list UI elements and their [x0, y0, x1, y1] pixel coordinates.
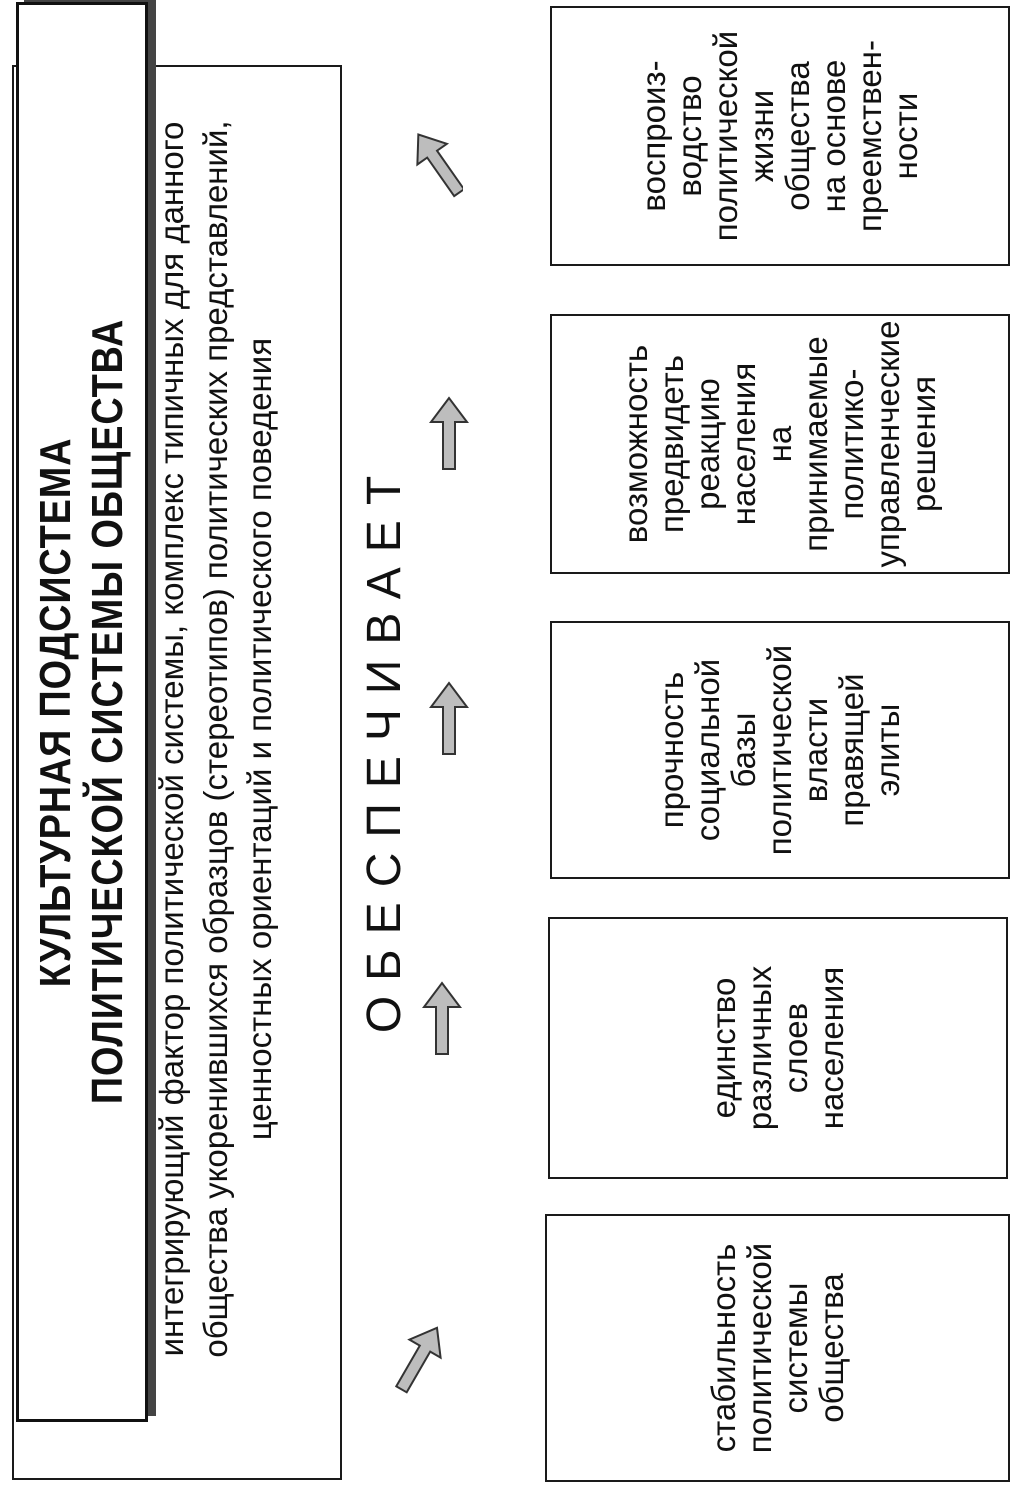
outcome-text-1: стабильность политической системы общества: [704, 1242, 850, 1454]
outcome-box-2: [548, 917, 1008, 1179]
outcome-text-5: воспроиз- водство политической жизни общества на основе преемствен- ности: [635, 30, 924, 242]
title-line-2: ПОЛИТИЧЕСКОЙ СИСТЕМЫ ОБЩЕСТВА: [83, 319, 132, 1105]
title-line-1: КУЛЬТУРНАЯ ПОДСИСТЕМА: [31, 437, 80, 987]
provides-label: ОБЕСПЕЧИВАЕТ: [358, 460, 411, 1034]
outcome-box-5: [550, 6, 1010, 266]
outcome-box-3: [550, 621, 1010, 879]
arrow-icon-3: [425, 679, 473, 759]
arrow-icon-2: [418, 979, 466, 1059]
outcome-text-4: возможность предвидеть реакцию населения на принимаемые политико- управленческие решения: [617, 320, 942, 568]
arrow-icon-5: [415, 124, 463, 204]
outcome-box-1: [545, 1214, 1010, 1482]
arrow-icon-1: [395, 1319, 443, 1399]
outcome-text-3: прочность социальной базы политической власти правящей элиты: [653, 644, 906, 856]
outcome-box-4: [550, 314, 1010, 574]
title-box: [16, 2, 148, 1422]
arrow-icon-4: [425, 394, 473, 474]
definition-text: интегрирующий фактор политической системы, комплекс типичных для данного общества укоренившихся образцов (стереотипов) политических представлений, ценностных ориентаций и политического поведения: [153, 120, 278, 1358]
outcome-text-2: единство различных слоев населения: [705, 965, 850, 1131]
